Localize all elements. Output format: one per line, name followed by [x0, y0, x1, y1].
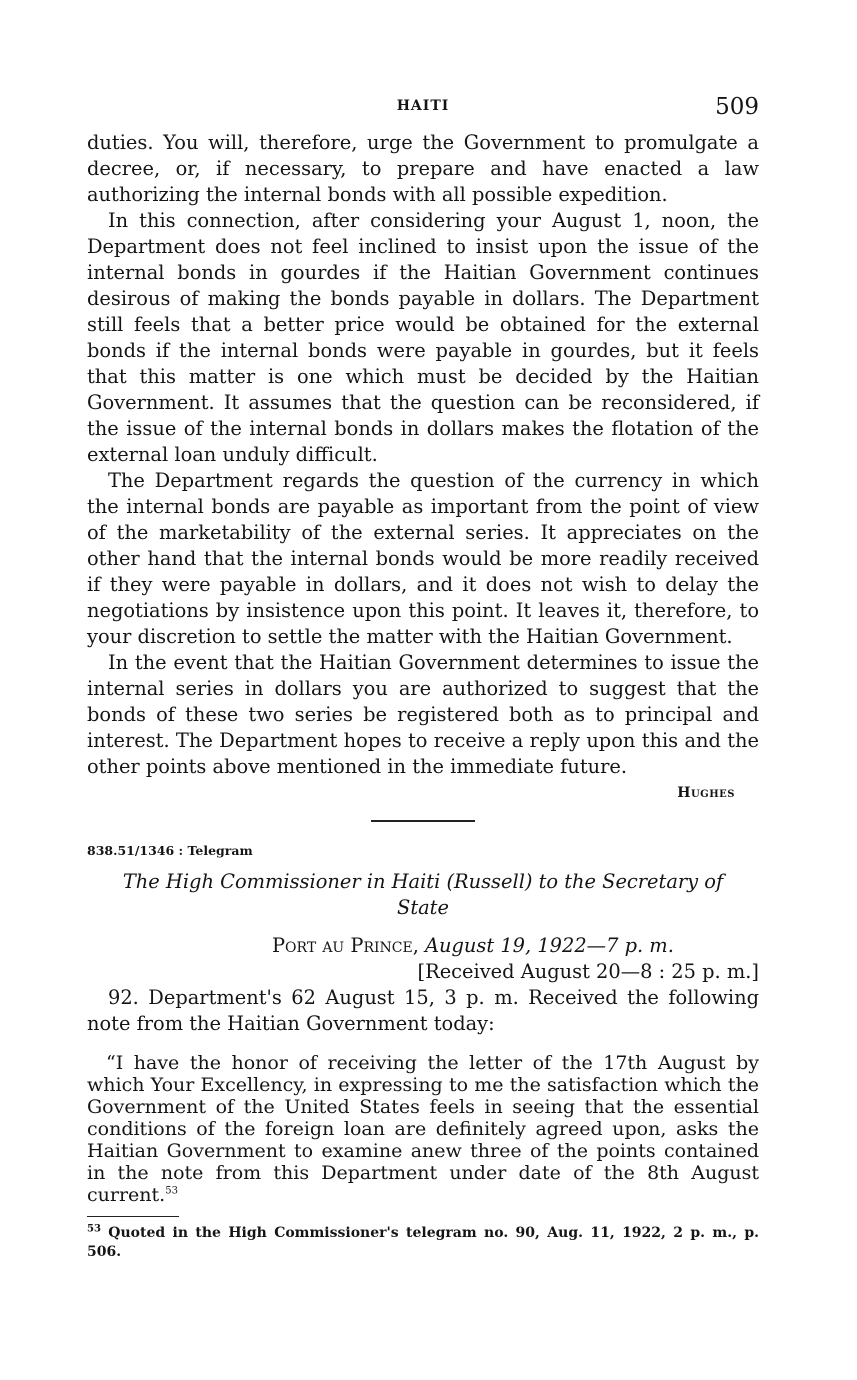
quoted-note: [87, 1052, 759, 1206]
section-divider: [371, 820, 475, 822]
quoted-note-text: “I have the honor of receiving the letter of the 17th August by which Your Excellency, in expressing to me the satisfaction which the Government of the United States feels in seeing that the essential conditions of the foreign loan are definitely agreed upon, asks the Haitian Government to examine anew three of the points contained in the note from this Department under date of the 8th August current.: [87, 1052, 759, 1206]
document-title: The High Commissioner in Haiti (Russell) to the Secretary of State: [122, 870, 724, 919]
footnote-mark: 53: [87, 1223, 101, 1235]
file-reference: 838.51/1346 : Telegram: [87, 843, 253, 858]
dateline-place-date: [87, 933, 759, 959]
footnote-rule: [87, 1216, 179, 1217]
running-header: [87, 94, 759, 130]
received-note: [Received August 20—8 : 25 p. m.]: [417, 960, 759, 983]
body-paragraph-3: The Department regards the question of the currency in which the internal bonds are payable as important from the point of view of the marketability of the external series. It appreciates on the other hand that the internal bonds would be more readily received if they were payable in dollars, and it does not wish to delay the negotiations by insistence upon this point. It leaves it, therefore, to your discretion to settle the matter with the Haitian Government.: [87, 469, 759, 648]
telegram-opening: 92. Department's 62 August 15, 3 p. m. Received the following note from the Haitian Government today:: [87, 986, 759, 1035]
body-paragraph-4: In the event that the Haitian Government determines to issue the internal series in dollars you are authorized to suggest that the bonds of these two series be registered both as to principal and interest. The Department hopes to receive a reply upon this and the other points above mentioned in the immediate future.: [87, 651, 759, 778]
footnote: [87, 1224, 759, 1262]
footnote-reference: 53: [165, 1185, 178, 1197]
page-number: 509: [715, 94, 759, 120]
document-page: [87, 94, 759, 1262]
body-paragraph-2: In this connection, after considering your August 1, noon, the Department does not feel inclined to insist upon the issue of the internal bonds in gourdes if the Haitian Government continues desirous of making the bonds payable in dollars. The Department still feels that a better price would be obtained for the external bonds if the internal bonds were payable in gourdes, but it feels that this matter is one which must be decided by the Haitian Government. It assumes that the question can be reconsidered, if the issue of the internal bonds in dollars makes the flotation of the external loan unduly difficult.: [87, 209, 759, 466]
dateline-date: August 19, 1922—7 p. m.: [425, 934, 674, 957]
footnote-text: Quoted in the High Commissioner's telegram no. 90, Aug. 11, 1922, 2 p. m., p. 506.: [87, 1225, 759, 1260]
running-title: HAITI: [396, 98, 450, 114]
dateline-place: Port au Prince,: [272, 934, 419, 957]
dateline: [87, 933, 759, 985]
signature: Hughes: [677, 785, 735, 801]
body-paragraph-1: duties. You will, therefore, urge the Government to promulgate a decree, or, if necessary, to prepare and have enacted a law authorizing the internal bonds with all possible expedition.: [87, 131, 759, 206]
